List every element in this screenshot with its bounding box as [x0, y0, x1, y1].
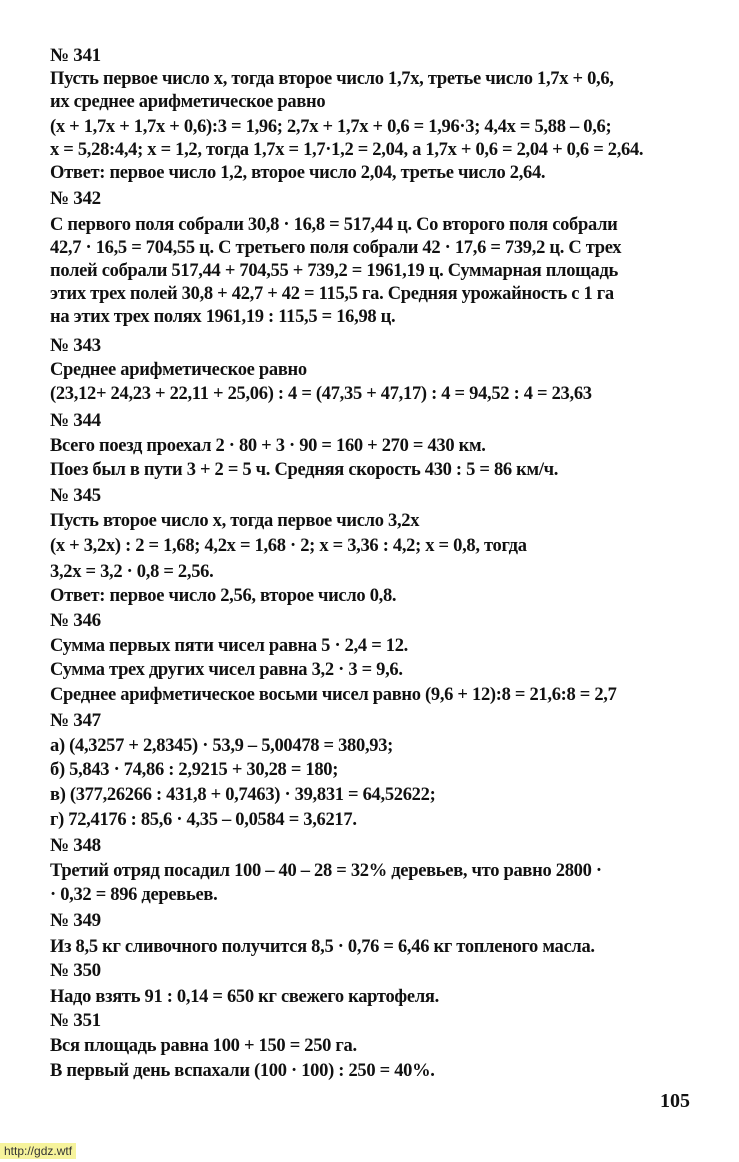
- problem-number: № 349: [50, 910, 101, 931]
- problem-number: № 351: [50, 1010, 101, 1031]
- problem-number: № 342: [50, 188, 101, 209]
- problem-number: № 346: [50, 610, 101, 631]
- solution-line: г) 72,4176 : 85,6 · 4,35 – 0,0584 = 3,6217.: [50, 810, 357, 830]
- problem-number: № 345: [50, 485, 101, 506]
- page-number: 105: [660, 1090, 690, 1112]
- watermark-link[interactable]: http://gdz.wtf: [0, 1143, 76, 1159]
- problem-number: № 341: [50, 45, 101, 66]
- solution-line: полей собрали 517,44 + 704,55 + 739,2 = 1961,19 ц. Суммарная площадь: [50, 261, 618, 281]
- solution-line: Ответ: первое число 2,56, второе число 0,8.: [50, 586, 397, 606]
- problem-number: № 344: [50, 410, 101, 431]
- solution-line: б) 5,843 · 74,86 : 2,9215 + 30,28 = 180;: [50, 760, 339, 780]
- solution-line: Сумма трех других чисел равна 3,2 · 3 = 9,6.: [50, 660, 403, 680]
- solution-line: (23,12+ 24,23 + 22,11 + 25,06) : 4 = (47,35 + 47,17) : 4 = 94,52 : 4 = 23,63: [50, 384, 592, 404]
- solution-line: В первый день вспахали (100 · 100) : 250 = 40%.: [50, 1061, 435, 1081]
- problem-number: № 343: [50, 335, 101, 356]
- solution-line: Третий отряд посадил 100 – 40 – 28 = 32% деревьев, что равно 2800 ·: [50, 861, 602, 881]
- problem-number: № 347: [50, 710, 101, 731]
- solution-line: Поез был в пути 3 + 2 = 5 ч. Средняя скорость 430 : 5 = 86 км/ч.: [50, 460, 559, 480]
- solution-line: С первого поля собрали 30,8 · 16,8 = 517,44 ц. Со второго поля собрали: [50, 215, 618, 235]
- problem-number: № 348: [50, 835, 101, 856]
- solution-line: Надо взять 91 : 0,14 = 650 кг свежего картофеля.: [50, 987, 439, 1007]
- solution-line: · 0,32 = 896 деревьев.: [50, 885, 218, 905]
- solution-line: Всего поезд проехал 2 · 80 + 3 · 90 = 160 + 270 = 430 км.: [50, 436, 486, 456]
- solution-line: этих трех полей 30,8 + 42,7 + 42 = 115,5 га. Средняя урожайность с 1 га: [50, 284, 614, 304]
- solution-line: Пусть первое число x, тогда второе число 1,7x, третье число 1,7x + 0,6,: [50, 69, 614, 89]
- solution-line: 3,2x = 3,2 · 0,8 = 2,56.: [50, 562, 214, 582]
- solution-line: а) (4,3257 + 2,8345) · 53,9 – 5,00478 = 380,93;: [50, 736, 394, 756]
- solution-line: в) (377,26266 : 431,8 + 0,7463) · 39,831 = 64,52622;: [50, 785, 436, 805]
- solution-line: Ответ: первое число 1,2, второе число 2,04, третье число 2,64.: [50, 163, 546, 183]
- solution-line: их среднее арифметическое равно: [50, 92, 326, 112]
- solution-line: Из 8,5 кг сливочного получится 8,5 · 0,76 = 6,46 кг топленого масла.: [50, 937, 595, 957]
- solution-line: x = 5,28:4,4; x = 1,2, тогда 1,7x = 1,7·1,2 = 2,04, а 1,7x + 0,6 = 2,04 + 0,6 = 2,64.: [50, 140, 644, 160]
- solution-line: на этих трех полях 1961,19 : 115,5 = 16,98 ц.: [50, 307, 396, 327]
- solution-line: Вся площадь равна 100 + 150 = 250 га.: [50, 1036, 357, 1056]
- solution-line: Среднее арифметическое равно: [50, 360, 307, 380]
- solution-line: (x + 1,7x + 1,7x + 0,6):3 = 1,96; 2,7x + 1,7x + 0,6 = 1,96·3; 4,4x = 5,88 – 0,6;: [50, 117, 612, 137]
- solution-line: Пусть второе число x, тогда первое число 3,2x: [50, 511, 420, 531]
- solution-line: Сумма первых пяти чисел равна 5 · 2,4 = 12.: [50, 636, 408, 656]
- solution-line: Среднее арифметическое восьми чисел равно (9,6 + 12):8 = 21,6:8 = 2,7: [50, 685, 617, 705]
- problem-number: № 350: [50, 960, 101, 981]
- solution-line: (x + 3,2x) : 2 = 1,68; 4,2x = 1,68 · 2; x = 3,36 : 4,2; x = 0,8, тогда: [50, 536, 527, 556]
- solution-line: 42,7 · 16,5 = 704,55 ц. С третьего поля собрали 42 · 17,6 = 739,2 ц. С трех: [50, 238, 622, 258]
